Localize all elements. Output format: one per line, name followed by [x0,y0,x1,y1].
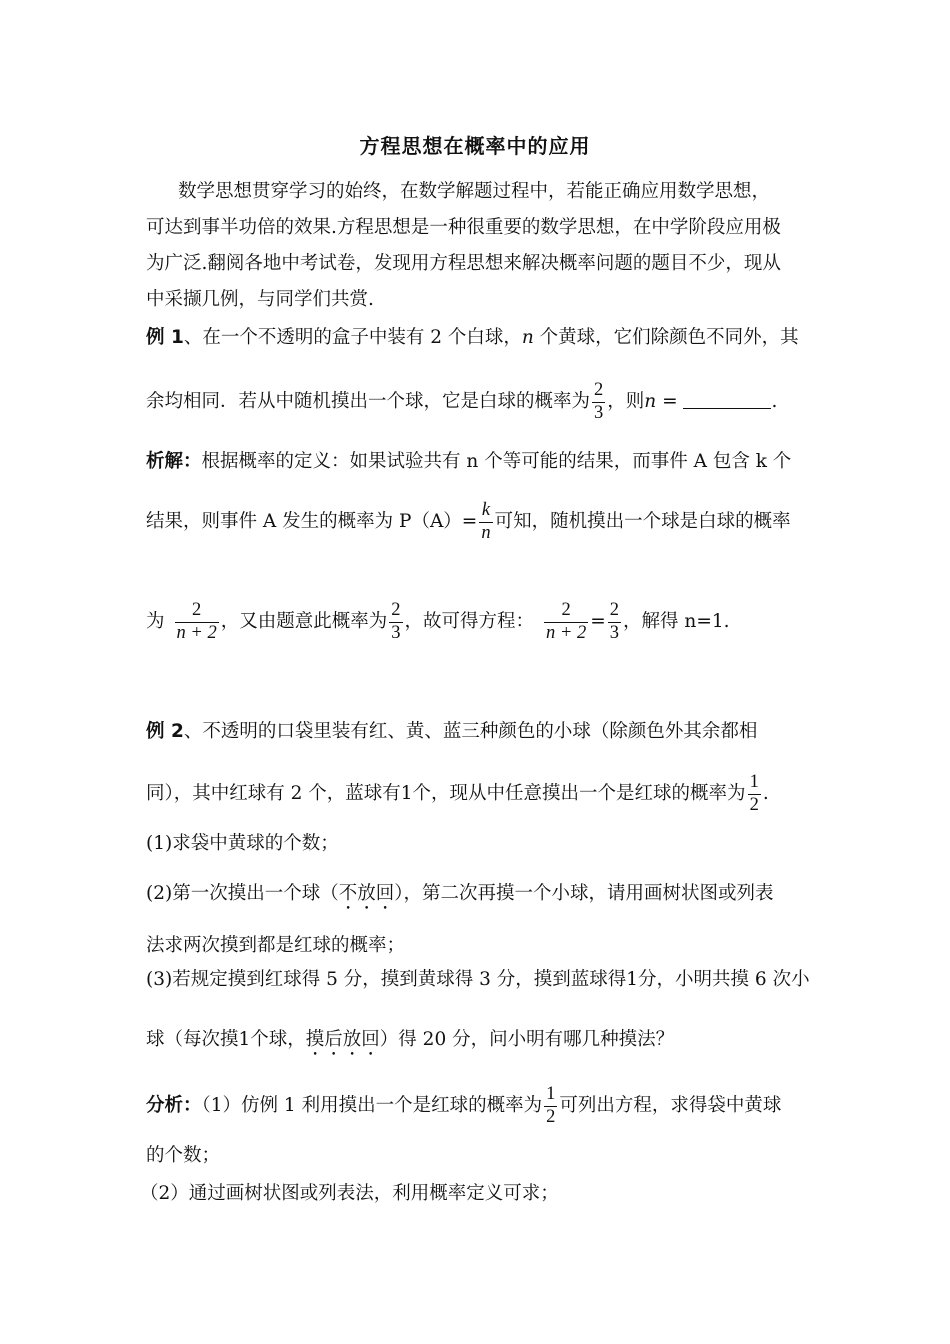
question-2-line-2: 法求两次摸到都是红球的概率； [146,935,406,956]
solution-1-line-1: 析解：根据概率的定义：如果试验共有 n 个等可能的结果，而事件 A 包含 k 个 [146,451,792,472]
question-2-line-1: (2)第一次摸出一个球（不放回），第二次再摸一个小球，请用画树状图或列表 [146,883,774,904]
emphasized-no-replacement: 不放回 [338,883,395,904]
analysis-line-2: 的个数； [146,1145,221,1166]
solution-label: 析解： [146,451,202,472]
intro-line-2: 可达到事半功倍的效果.方程思想是一种很重要的数学思想，在中学阶段应用极 [146,217,781,238]
example-2-line-2: 同），其中红球有 2 个，蓝球有1个，现从中任意摸出一个是红球的概率为 $\frac{1}{2}$ . [146,772,769,815]
intro-line-4: 中采撷几例，与同学们共赏. [146,289,374,310]
fraction-one-half-b: $\frac{1}{2}$ [546,1084,556,1127]
solution-1-line-2: 结果，则事件 A 发生的概率为 P（A）= $\frac{k}{n}$ 可知，随机摸出一个球是白球的概率 [146,500,791,543]
answer-blank [683,390,771,409]
fraction-one-half: $\frac{1}{2}$ [749,772,759,815]
fraction-k-over-n: $\frac{k}{n}$ [481,500,491,543]
equation-left-fraction: $\frac{2}{n + 2}$ [546,600,587,643]
example-1-line-2: 余均相同．若从中随机摸出一个球，它是白球的概率为 $\frac{2}{3}$ ，则n = . [146,380,778,423]
intro-line-3: 为广泛.翻阅各地中考试卷，发现用方程思想来解决概率问题的题目不少，现从 [146,253,781,274]
analysis-line-3: （2）通过画树状图或列表法，利用概率定义可求； [140,1183,559,1204]
fraction-two-thirds-b: $\frac{2}{3}$ [391,600,401,643]
question-3-line-1: (3)若规定摸到红球得 5 分，摸到黄球得 3 分，摸到蓝球得1分，小明共摸 6 次小 [146,969,810,990]
intro-line-1: 数学思想贯穿学习的始终，在数学解题过程中，若能正确应用数学思想， [178,181,771,202]
fraction-two-thirds: $\frac{2}{3}$ [594,380,604,423]
example-1-line-1: 例 1、在一个不透明的盒子中装有 2 个白球，n 个黄球，它们除颜色不同外，其 [146,327,799,348]
equation-right-fraction: $\frac{2}{3}$ [609,600,620,643]
question-1: (1)求袋中黄球的个数； [146,833,339,854]
example-2-label: 例 2 [146,721,184,742]
analysis-line-1: 分析：（1）仿例 1 利用摸出一个是红球的概率为 $\frac{1}{2}$ 可列出方程，求得袋中黄球 [146,1084,782,1127]
example-1-label: 例 1 [146,327,184,348]
emphasized-with-replacement: 摸后放回 [305,1029,380,1050]
solution-1-line-3: 为 $\frac{2}{n + 2}$ ，又由题意此概率为 $\frac{2}{3}$ ，故可得方程： $\frac{2}{n + 2}$ = $\frac{2}{3}$ ，解得 n=1. [146,600,730,643]
example-2-line-1: 例 2、不透明的口袋里装有红、黄、蓝三种颜色的小球（除颜色外其余都相 [146,721,758,742]
fraction-2-over-n-plus-2: $\frac{2}{n + 2}$ [176,600,217,643]
analysis-label: 分析： [146,1095,202,1116]
page-title: 方程思想在概率中的应用 [359,134,591,158]
question-3-line-2: 球（每次摸1个球，摸后放回）得 20 分，问小明有哪几种摸法？ [146,1029,675,1050]
